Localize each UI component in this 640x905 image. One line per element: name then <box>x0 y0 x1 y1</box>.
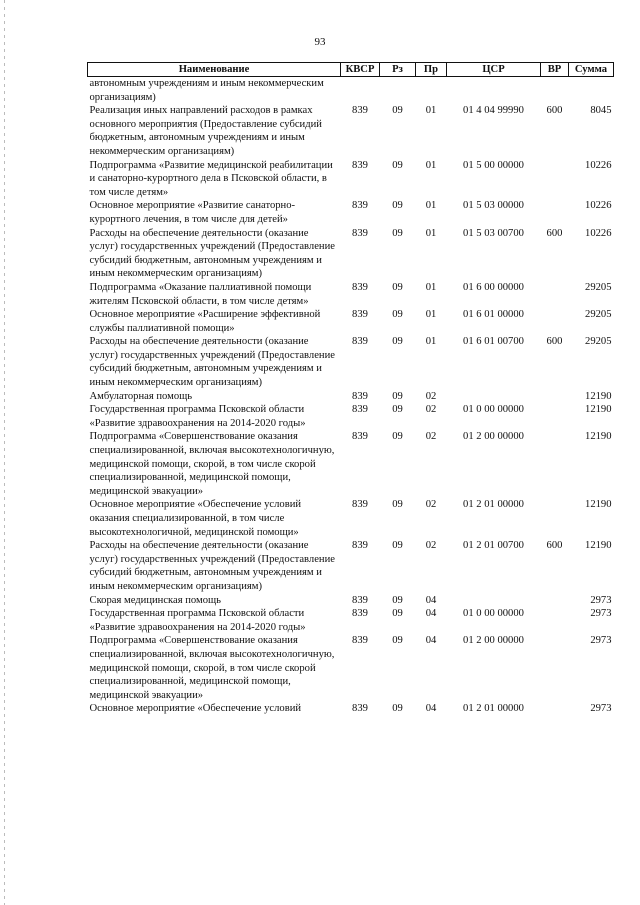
table-row <box>88 104 614 158</box>
cell-name: Амбулаторная помощь <box>89 390 193 402</box>
cell-csr: 01 6 01 00000 <box>463 309 524 321</box>
cell-kvsr: 839 <box>352 105 368 117</box>
cell-vr <box>541 498 569 539</box>
cell-vr <box>541 430 569 498</box>
cell-kvsr: 839 <box>352 608 368 620</box>
page-number: 93 <box>314 36 326 48</box>
cell-vr <box>541 702 569 716</box>
cell-name: автономным учреждениям и иным некоммерческим организациям) <box>89 78 324 103</box>
cell-vr: 600 <box>546 227 563 239</box>
cell-sum: 10226 <box>585 200 612 212</box>
cell-sum: 10226 <box>585 159 612 171</box>
table-row <box>88 594 614 608</box>
cell-sum: 29205 <box>585 309 612 321</box>
cell-pr: 04 <box>425 703 437 715</box>
table-row <box>88 335 614 389</box>
cell-sum: 2973 <box>590 703 612 715</box>
cell-pr: 01 <box>425 159 437 171</box>
cell-vr: 600 <box>546 540 563 552</box>
cell-sum: 12190 <box>585 404 612 416</box>
budget-table <box>87 62 614 716</box>
table-row <box>88 227 614 281</box>
cell-sum: 2973 <box>590 635 612 647</box>
cell-rz: 09 <box>392 635 403 647</box>
cell-sum: 12190 <box>585 499 612 511</box>
table-row <box>88 607 614 634</box>
cell-kvsr: 839 <box>352 703 368 715</box>
cell-pr: 02 <box>425 431 437 443</box>
cell-csr: 01 2 01 00000 <box>463 499 524 511</box>
cell-csr: 01 0 00 00000 <box>463 404 524 416</box>
table-row <box>88 430 614 498</box>
cell-name: Основное мероприятие «Расширение эффективной службы паллиативной помощи» <box>89 309 321 334</box>
cell-vr <box>541 199 569 226</box>
column-header-sum: Сумма <box>569 63 614 77</box>
cell-csr: 01 2 00 00000 <box>463 635 524 647</box>
cell-rz: 09 <box>392 540 403 552</box>
cell-vr <box>541 607 569 634</box>
cell-csr <box>447 77 541 105</box>
cell-pr: 02 <box>425 390 437 402</box>
cell-name: Подпрограмма «Развитие медицинской реабилитации и санаторно-курортного дела в Псковской области, в том числе детям» <box>89 159 333 198</box>
cell-sum: 2973 <box>590 594 612 606</box>
cell-sum: 12190 <box>585 540 612 552</box>
cell-pr: 01 <box>425 336 437 348</box>
table-row <box>88 390 614 404</box>
cell-csr <box>447 594 541 608</box>
cell-vr <box>541 634 569 702</box>
column-header-name: Наименование <box>88 63 341 77</box>
cell-kvsr: 839 <box>352 635 368 647</box>
cell-pr: 04 <box>425 608 437 620</box>
cell-pr: 02 <box>425 404 437 416</box>
cell-name: Государственная программа Псковской области «Развитие здравоохранения на 2014-2020 годы» <box>89 404 306 429</box>
table-row <box>88 308 614 335</box>
table-row <box>88 199 614 226</box>
cell-pr: 01 <box>425 105 437 117</box>
cell-kvsr: 839 <box>352 227 368 239</box>
scan-edge-line <box>4 0 5 905</box>
table-row <box>88 77 614 105</box>
cell-rz: 09 <box>392 404 403 416</box>
cell-csr: 01 5 03 00700 <box>463 227 524 239</box>
cell-kvsr: 839 <box>352 499 368 511</box>
cell-sum: 29205 <box>585 336 612 348</box>
cell-name: Расходы на обеспечение деятельности (оказание услуг) государственных учреждений (Предоставление субсидий бюджетным, автономным учреждениям и иным некоммерческим организациям) <box>89 227 335 280</box>
cell-name: Реализация иных направлений расходов в рамках основного мероприятия (Предоставление субсидий бюджетным, автономным учреждениям и иным некоммерческим организациям) <box>89 105 322 157</box>
cell-rz: 09 <box>392 281 403 293</box>
cell-name: Расходы на обеспечение деятельности (оказание услуг) государственных учреждений (Предоставление субсидий бюджетным, автономным учреждениям и иным некоммерческим организациям) <box>89 336 335 389</box>
cell-pr <box>416 77 447 105</box>
cell-csr: 01 6 00 00000 <box>463 281 524 293</box>
cell-csr <box>447 390 541 404</box>
cell-vr <box>541 390 569 404</box>
cell-csr: 01 5 03 00000 <box>463 200 524 212</box>
cell-sum: 2973 <box>590 608 612 620</box>
table-row <box>88 403 614 430</box>
cell-csr: 01 4 04 99990 <box>463 105 524 117</box>
cell-vr <box>541 308 569 335</box>
cell-vr <box>541 77 569 105</box>
cell-name: Основное мероприятие «Обеспечение условий <box>89 703 302 715</box>
table-row <box>88 498 614 539</box>
cell-pr: 02 <box>425 540 437 552</box>
cell-pr: 02 <box>425 499 437 511</box>
cell-pr: 04 <box>425 594 437 606</box>
cell-rz: 09 <box>392 499 403 511</box>
cell-vr: 600 <box>546 105 563 117</box>
cell-kvsr: 839 <box>352 540 368 552</box>
table-row <box>88 281 614 308</box>
cell-rz: 09 <box>392 336 403 348</box>
cell-rz: 09 <box>392 431 403 443</box>
cell-sum: 10226 <box>585 227 612 239</box>
cell-name: Основное мероприятие «Обеспечение условий оказания специализированной, в том числе высокотехнологичной, медицинской помощи» <box>89 499 302 538</box>
table-body <box>88 77 614 716</box>
cell-rz: 09 <box>392 594 403 606</box>
cell-vr <box>541 281 569 308</box>
cell-kvsr: 839 <box>352 200 368 212</box>
cell-vr: 600 <box>546 336 563 348</box>
column-header-vr: ВР <box>541 63 569 77</box>
cell-csr: 01 0 00 00000 <box>463 608 524 620</box>
cell-kvsr: 839 <box>352 431 368 443</box>
cell-kvsr: 839 <box>352 159 368 171</box>
cell-csr: 01 2 00 00000 <box>463 431 524 443</box>
cell-kvsr: 839 <box>352 336 368 348</box>
cell-name: Основное мероприятие «Развитие санаторно-курортного лечения, в том числе для детей» <box>89 200 296 225</box>
cell-vr <box>541 159 569 200</box>
cell-kvsr: 839 <box>352 309 368 321</box>
cell-sum: 8045 <box>590 105 612 117</box>
cell-rz: 09 <box>392 227 403 239</box>
cell-csr: 01 5 00 00000 <box>463 159 524 171</box>
column-header-pr: Пр <box>416 63 447 77</box>
cell-kvsr <box>341 77 380 105</box>
cell-pr: 01 <box>425 227 437 239</box>
table-header-row <box>88 63 614 77</box>
cell-rz <box>380 77 416 105</box>
cell-name: Подпрограмма «Совершенствование оказания специализированной, включая высокотехнологичную, медицинской помощи, скорой, в том числе скорой специализированной, медицинской помощи, медицинской эвакуации» <box>89 635 335 701</box>
column-header-kvsr: КВСР <box>341 63 380 77</box>
cell-pr: 04 <box>425 635 437 647</box>
table-row <box>88 539 614 593</box>
cell-name: Подпрограмма «Совершенствование оказания специализированной, включая высокотехнологичную, медицинской помощи, скорой, в том числе скорой специализированной, медицинской помощи, медицинской эвакуации» <box>89 431 335 497</box>
cell-sum <box>569 77 614 105</box>
cell-name: Расходы на обеспечение деятельности (оказание услуг) государственных учреждений (Предоставление субсидий бюджетным, автономным учреждениям и иным некоммерческим организациям) <box>89 540 335 592</box>
cell-vr <box>541 594 569 608</box>
cell-vr <box>541 403 569 430</box>
cell-csr: 01 2 01 00700 <box>463 540 524 552</box>
cell-rz: 09 <box>392 159 403 171</box>
cell-sum: 29205 <box>585 281 612 293</box>
table-row <box>88 634 614 702</box>
cell-rz: 09 <box>392 608 403 620</box>
cell-kvsr: 839 <box>352 594 368 606</box>
cell-kvsr: 839 <box>352 281 368 293</box>
cell-rz: 09 <box>392 703 403 715</box>
cell-sum: 12190 <box>585 390 612 402</box>
cell-kvsr: 839 <box>352 390 368 402</box>
column-header-rz: Рз <box>380 63 416 77</box>
cell-sum: 12190 <box>585 431 612 443</box>
table-row <box>88 159 614 200</box>
cell-rz: 09 <box>392 309 403 321</box>
cell-name: Скорая медицинская помощь <box>89 594 221 606</box>
cell-pr: 01 <box>425 200 437 212</box>
cell-rz: 09 <box>392 390 403 402</box>
cell-pr: 01 <box>425 281 437 293</box>
cell-name: Подпрограмма «Оказание паллиативной помощи жителям Псковской области, в том числе детям» <box>89 281 312 307</box>
cell-pr: 01 <box>425 309 437 321</box>
column-header-csr: ЦСР <box>447 63 541 77</box>
cell-csr: 01 6 01 00700 <box>463 336 524 348</box>
table-row <box>88 702 614 716</box>
cell-name: Государственная программа Псковской области «Развитие здравоохранения на 2014-2020 годы» <box>89 608 306 633</box>
cell-rz: 09 <box>392 105 403 117</box>
cell-kvsr: 839 <box>352 404 368 416</box>
cell-rz: 09 <box>392 200 403 212</box>
cell-csr: 01 2 01 00000 <box>463 703 524 715</box>
